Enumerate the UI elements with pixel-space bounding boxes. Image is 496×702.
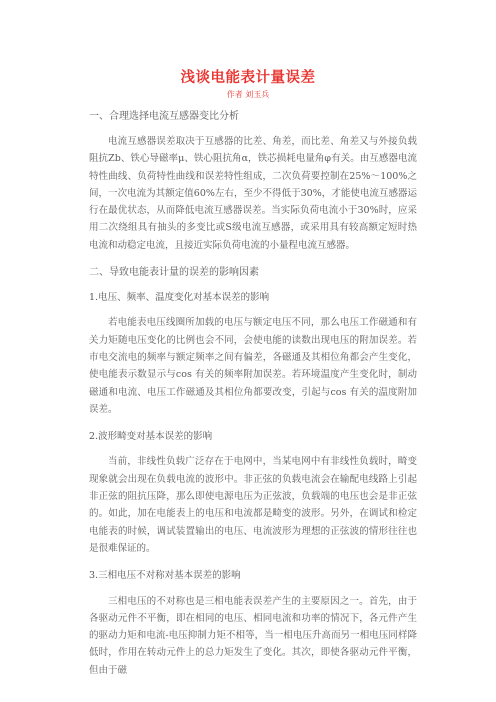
section-heading-1: 一、合理选择电流互感器变比分析 xyxy=(89,111,239,122)
subsection-heading-2-2: 2.波形畸变对基本误差的影响 xyxy=(89,431,213,443)
subsection-2-3-paragraph: 三相电压的不对称也是三相电能表误差产生的主要原因之一。首先，由于各驱动元件不平衡，即在相同的电压、相同电流和功率的情况下，各元件产生的驱动力矩和电流-电压抑制力矩不相等，当一相电压升高而另一相电压同样降低时，作用在转动元件上的总力矩发生了变化。其次，即使各驱动元件平衡，但由于磁 xyxy=(89,595,417,676)
subsection-heading-2-1: 1.电压、频率、温度变化对基本误差的影响 xyxy=(89,292,270,304)
document-title: 浅谈电能表计量误差 xyxy=(180,70,316,86)
section-heading-2: 二、导致电能表计量的误差的影响因素 xyxy=(89,267,259,279)
subsection-2-2-paragraph: 当前，非线性负载广泛存在于电网中，当某电网中有非线性负载时，畸变现象就会出现在负载电流的波形中。非正弦的负载电流会在输配电线路上引起非正弦的阻抗压降，那么即使电源电压为正弦波，负载端的电压也会是非正弦的。如此，加在电能表上的电压和电流都是畸变的波形。另外，在调试和检定电能表的时候，调试装置输出的电压、电流波形为理想的正弦波的情形往往也是很难保证的。 xyxy=(89,456,417,554)
document-author: 作者 刘玉兵 xyxy=(226,90,270,99)
subsection-2-1-paragraph: 若电能表电压线圈所加载的电压与额定电压不同，那么电压工作磁通和有关力矩随电压变化的比例也会不同，会使电能的读数出现电压的附加误差。若市电交流电的频率与额定频率之间有偏差，各磁通及其相位角都会产生变化，使电能表示数显示与cos 有关的频率附加误差。若环境温度产生变化时，制动磁通和电流、电压工作磁通及其相位角都要改变，引起与cos 有关的温度附加误差。 xyxy=(89,317,417,415)
subsection-heading-2-3: 3.三相电压不对称对基本误差的影响 xyxy=(89,570,241,582)
section-1-paragraph: 电流互感器误差取决于互感器的比差、角差，而比差、角差又与外接负载阻抗Zb、铁心导磁率μ、铁心阻抗角α，铁芯损耗电量角φ有关。由互感器电流特性曲线、负荷特性曲线和误差特性组成，二次负荷要控制在25%～100%之间，一次电流为其额定值60%左右，至少不得低于30%，才能使电流互感器运行在最优状态，从而降低电流互感器误差。当实际负荷电流小于30%时，应采用二次绕组具有抽头的多变比或S级电流互感器，或采用具有较高额定短时热电流和动稳定电流，且接近实际负荷电流的小量程电流互感器。 xyxy=(89,136,417,251)
document-body xyxy=(89,108,417,679)
